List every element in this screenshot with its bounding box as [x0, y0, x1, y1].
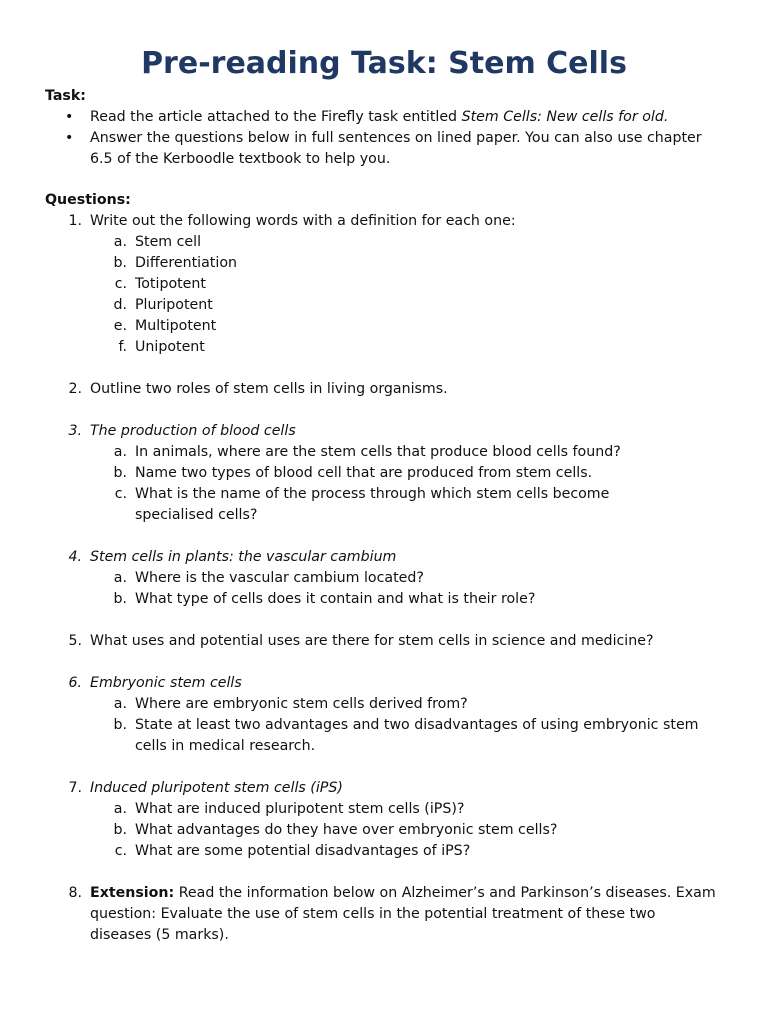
question-5 [45, 631, 725, 652]
question-3-subs [45, 442, 725, 526]
sub-question [90, 799, 725, 820]
question-6-subs [45, 694, 725, 757]
task-item-read-article [45, 107, 725, 128]
questions-heading: Questions: [45, 192, 131, 208]
sub-question [90, 253, 725, 274]
page-title: Pre-reading Task: Stem Cells [141, 46, 627, 81]
sub-letter: a. [113, 801, 127, 817]
bullet-icon: • [65, 109, 74, 125]
sub-text: In animals, where are the stem cells that produce blood cells found? [135, 444, 621, 460]
sub-question [90, 295, 725, 316]
sub-question [90, 316, 725, 337]
spacer [45, 610, 725, 631]
spacer [45, 400, 725, 421]
spacer [45, 526, 725, 547]
questions-list [45, 211, 725, 946]
sub-letter: b. [113, 591, 127, 607]
spacer [45, 862, 725, 883]
question-number: 1. [68, 213, 82, 229]
spacer [45, 652, 725, 673]
sub-question [90, 463, 725, 484]
sub-text: What are induced pluripotent stem cells (iPS)? [135, 801, 465, 817]
question-number: 3. [68, 423, 82, 439]
bullet-icon: • [65, 130, 74, 146]
sub-question [90, 232, 725, 253]
sub-question [90, 274, 725, 295]
sub-letter: a. [113, 570, 127, 586]
question-6 [45, 673, 725, 694]
question-text: Embryonic stem cells [90, 675, 242, 691]
sub-letter: b. [113, 822, 127, 838]
sub-question [90, 568, 725, 589]
question-3 [45, 421, 725, 442]
sub-text: State at least two advantages and two disadvantages of using embryonic stem cells in medical research. [135, 717, 699, 754]
task-list [45, 107, 725, 170]
question-7-subs [45, 799, 725, 862]
sub-question [90, 841, 725, 862]
question-1 [45, 211, 725, 232]
sub-question [90, 820, 725, 841]
sub-text: Unipotent [135, 339, 205, 355]
question-text: Write out the following words with a definition for each one: [90, 213, 516, 229]
question-text: What uses and potential uses are there for stem cells in science and medicine? [90, 633, 654, 649]
question-7 [45, 778, 725, 799]
question-text: The production of blood cells [90, 423, 296, 439]
question-number: 6. [68, 675, 82, 691]
sub-letter: a. [113, 444, 127, 460]
question-2 [45, 379, 725, 400]
sub-question [90, 337, 725, 358]
spacer [45, 358, 725, 379]
sub-letter: c. [114, 486, 127, 502]
question-text: Stem cells in plants: the vascular cambium [90, 549, 397, 565]
task-item-answer-questions [45, 128, 725, 170]
sub-question [90, 589, 725, 610]
spacer [45, 757, 725, 778]
sub-text: Where are embryonic stem cells derived from? [135, 696, 468, 712]
question-number: 8. [68, 885, 82, 901]
sub-text: Name two types of blood cell that are produced from stem cells. [135, 465, 593, 481]
sub-text: Pluripotent [135, 297, 213, 313]
sub-text: Stem cell [135, 234, 202, 250]
extension-label: Extension: [90, 885, 175, 901]
question-number: 2. [68, 381, 82, 397]
sub-text: What is the name of the process through which stem cells become specialised cells? [135, 486, 610, 523]
sub-text: What advantages do they have over embryonic stem cells? [135, 822, 558, 838]
task-item-text: Answer the questions below in full sentences on lined paper. You can also use chapter 6.5 of the Kerboodle textbook to help you. [90, 130, 702, 167]
sub-text: What type of cells does it contain and what is their role? [135, 591, 536, 607]
question-text: Induced pluripotent stem cells (iPS) [90, 780, 343, 796]
question-4 [45, 547, 725, 568]
question-8 [45, 883, 725, 946]
question-1-subs [45, 232, 725, 358]
sub-letter: b. [113, 255, 127, 271]
sub-letter: f. [118, 339, 127, 355]
sub-letter: e. [113, 318, 127, 334]
question-number: 5. [68, 633, 82, 649]
question-number: 4. [68, 549, 82, 565]
sub-text: Where is the vascular cambium located? [135, 570, 424, 586]
sub-question [90, 442, 725, 463]
sub-letter: b. [113, 717, 127, 733]
question-number: 7. [68, 780, 82, 796]
sub-text: Differentiation [135, 255, 237, 271]
article-title: Stem Cells: New cells for old. [461, 109, 669, 125]
sub-letter: c. [114, 276, 127, 292]
sub-letter: a. [113, 234, 127, 250]
sub-letter: b. [113, 465, 127, 481]
question-4-subs [45, 568, 725, 610]
sub-letter: a. [113, 696, 127, 712]
sub-question [90, 484, 725, 526]
task-item-text: Read the article attached to the Firefly task entitled [90, 109, 462, 125]
question-text: Read the information below on Alzheimer’s and Parkinson’s diseases. Exam question: Evaluate the use of stem cells in the potential treatment of these two diseases (5 marks). [90, 885, 716, 943]
question-text: Outline two roles of stem cells in living organisms. [90, 381, 448, 397]
sub-text: Multipotent [135, 318, 217, 334]
sub-letter: d. [113, 297, 127, 313]
sub-letter: c. [114, 843, 127, 859]
task-heading: Task: [45, 88, 86, 104]
sub-question [90, 715, 725, 757]
sub-text: What are some potential disadvantages of iPS? [135, 843, 471, 859]
sub-text: Totipotent [135, 276, 206, 292]
sub-question [90, 694, 725, 715]
